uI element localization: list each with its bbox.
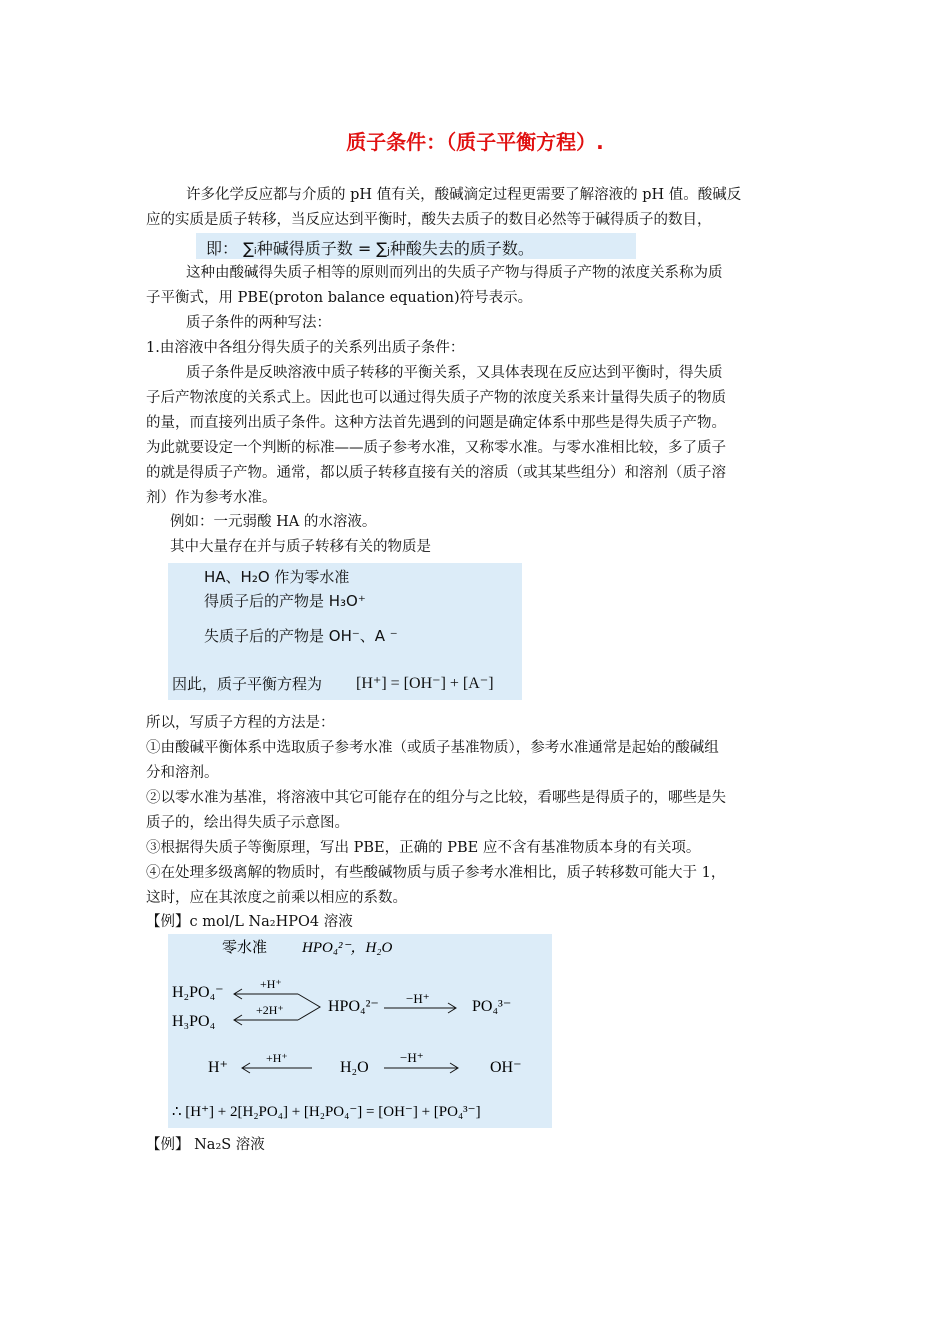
method1-heading: 1.由溶液中各组分得失质子的关系列出质子条件： [146,340,465,356]
step-2-line-1: ②以零水准为基准，将溶液中其它可能存在的组分与之比较，看哪些是得质子的，哪些是失 [146,790,726,806]
h2po4-species: H₂PO₄⁻ [172,984,224,1001]
oh-species: OH⁻ [490,1059,522,1076]
intro-line-2: 应的实质是质子转移，当反应达到平衡时，酸失去质子的数目必然等于碱得质子的数目， [146,212,712,228]
na2hpo4-pbe-equation: ∴ [H⁺] + 2[H₂PO₄] + [H₂PO₄⁻] = [OH⁻] + [PO₄³⁻] [172,1104,481,1120]
method1-line: 为此就要设定一个判断的标准——质子参考水准，又称零水准。与零水准相比较，多了质子 [146,440,726,456]
step-3-line: ③根据得失质子等衡原理，写出 PBE，正确的 PBE 应不含有基准物质本身的有关项。 [146,840,701,856]
zero-level-label: 零水准 [222,940,268,956]
sum-formula: 即： ∑ᵢ种碱得质子数 = ∑ⱼ种酸失去的质子数。 [206,239,534,258]
step-4-line-1: ④在处理多级离解的物质时，有些酸碱物质与质子参考水准相比，质子转移数可能大于 1， [146,865,726,881]
proton-transfer-diagram [168,934,552,1128]
bracket-arrow [298,994,320,1020]
plus-h-label: +H⁺ [266,1051,288,1065]
step-1-line-1: ①由酸碱平衡体系中选取质子参考水准（或质子基准物质），参考水准通常是起始的酸碱组 [146,740,719,756]
example-ha-line-1: 例如：一元弱酸 HA 的水溶液。 [170,514,377,530]
ha-pbe-label: 因此，质子平衡方程为 [172,675,323,693]
pbe-def-line-1: 这种由酸碱得失质子相等的原则而列出的失质子产物与得质子产物的浓度关系称为质 [186,265,723,281]
method1-line: 子后产物浓度的关系式上。因此也可以通过得失质子产物的浓度关系来计量得失质子的物质 [146,390,726,406]
minus-h-label: −H⁺ [400,1050,424,1065]
method1-line: 的就是得质子产物。通常，都以质子转移直接有关的溶质（或其某些组分）和溶剂（质子溶 [146,465,726,481]
intro-line-1: 许多化学反应都与介质的 pH 值有关，酸碱滴定过程更需要了解溶液的 pH 值。酸碱反 [186,187,742,203]
example-2-label: 【例】c mol/L Na₂HPO4 溶液 [146,914,353,930]
sum-formula-box [196,233,636,259]
pbe-def-line-2: 子平衡式，用 PBE(proton balance equation)符号表示。 [146,290,533,306]
example-3-label: 【例】 Na₂S 溶液 [146,1137,265,1153]
minus-h-label: −H⁺ [406,991,430,1006]
method1-line: 剂）作为参考水准。 [146,490,277,506]
h3po4-species: H₃PO₄ [172,1013,216,1030]
method1-line: 质子条件是反映溶液中质子转移的平衡关系，又具体表现在反应达到平衡时，得失质 [186,365,723,381]
step-2-line-2: 质子的，绘出得失质子示意图。 [146,815,349,831]
ha-proton-box [168,563,522,700]
steps-intro: 所以，写质子方程的方法是： [146,715,335,731]
step-1-line-2: 分和溶剂。 [146,765,219,781]
method1-line: 的量，而直接列出质子条件。这种方法首先遇到的问题是确定体系中那些是得失质子产物。 [146,415,726,431]
plus-2h-label: +2H⁺ [256,1003,284,1017]
plus-h-label: +H⁺ [260,977,282,991]
na2hpo4-diagram [168,934,552,1128]
example-ha-line-2: 其中大量存在并与质子转移有关的物质是 [170,539,431,555]
ha-zero-level: HA、H₂O 作为零水准 [204,568,350,586]
hpo4-species: HPO₄²⁻ [328,998,379,1015]
ha-loss-product: 失质子后的产物是 OH⁻、A ⁻ [204,627,398,645]
two-ways-heading: 质子条件的两种写法： [186,315,331,331]
page-title: 质子条件：（质子平衡方程）. [346,130,604,154]
ha-pbe-equation: [H⁺] = [OH⁻] + [A⁻] [356,675,494,692]
zero-level-species: HPO₄²⁻，H₂O [302,940,393,956]
ha-gain-product: 得质子后的产物是 H₃O⁺ [204,592,366,610]
po4-species: PO₄³⁻ [472,998,512,1015]
step-4-line-2: 这时，应在其浓度之前乘以相应的系数。 [146,890,407,906]
h2o-species: H₂O [340,1059,369,1076]
h-ion-species: H⁺ [208,1059,228,1076]
